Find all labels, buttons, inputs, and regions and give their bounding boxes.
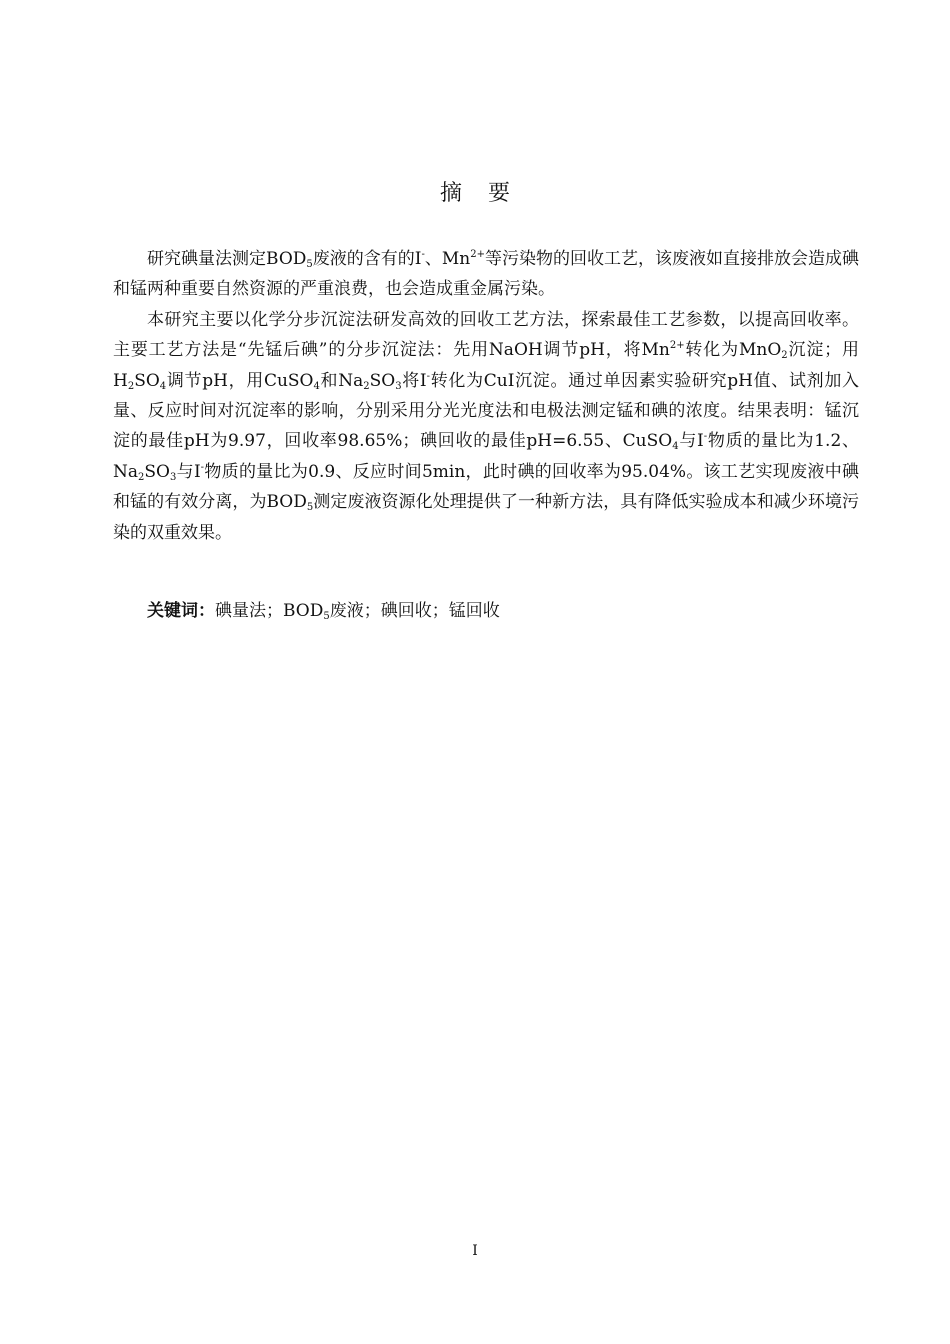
superscript: - [703,431,708,443]
superscript: - [200,461,205,473]
keywords-line [113,596,859,626]
subscript: 3 [395,380,402,392]
subscript: 4 [313,380,320,392]
subscript: 2 [138,471,145,483]
subscript: 4 [672,441,679,453]
superscript: - [426,370,431,382]
subscript: 2 [363,380,370,392]
keywords-text: 废液；碘回收；锰回收 [329,601,500,621]
abstract-paragraph-1 [113,244,859,305]
text-run: 废液的含有的I [312,249,422,269]
abstract-title: 摘要 [439,181,536,206]
text-run: 研究碘量法测定BOD [147,249,307,269]
text-run: SO [134,370,160,391]
text-run: 测定废液资源化处理提供了一种新方法，具有降低实验成本和减少环境污染的双重效果。 [113,492,860,543]
text-run: SO [369,370,396,391]
text-run: 、Mn [424,249,471,269]
keywords-text: 碘量法；BOD [215,601,324,621]
text-run: 物质的量比为0.9、反应时间5min，此时碘的回收率为95.04%。该工艺实现废液中碘和锰的有效分离，为BOD [113,461,859,513]
subscript: 2 [781,350,788,362]
text-run: 和Na [319,370,364,391]
subscript: 2 [127,380,135,392]
text-run: 沉淀；用H [113,340,860,391]
text-run: SO [144,461,170,482]
subscript: 3 [169,471,177,483]
text-run: 转化为MnO [684,340,782,361]
text-run: 本研究主要以化学分步沉淀法研发高效的回收工艺方法，探索最佳工艺参数，以提高回收率。主要工艺方法是“先锰后碘”的分步沉淀法：先用NaOH调节pH，将Mn [113,309,859,361]
text-run: 调节pH，用CuSO [166,370,314,391]
abstract-paragraph-2 [113,305,859,548]
text-run: 与I [176,461,201,482]
subscript: 5 [306,259,313,270]
keywords-label: 关键词： [147,601,215,621]
subscript: 5 [306,502,314,514]
superscript: 2+ [470,249,485,260]
superscript: 2+ [669,340,685,352]
page-number: I [472,1243,478,1259]
text-run: 等污染物的回收工艺，该废液如直接排放会造成碘和锰两种重要自然资源的严重浪费，也会造成重金属污染。 [113,249,860,300]
superscript: - [421,249,425,260]
text-run: 与I [678,431,704,452]
text-run: 转化为CuI沉淀。通过单因素实验研究pH值、试剂加入量、反应时间对沉淀率的影响，分别采用分光光度法和电极法测定锰和碘的浓度。结果表明：锰沉淀的最佳pH为9.97，回收率98.65%；碘回收的最佳pH=6.55、CuSO [113,370,859,452]
subscript: 5 [323,611,330,622]
text-run: 物质的量比为1.2、Na [113,431,859,482]
text-run: 将I [401,370,427,391]
subscript: 4 [159,380,167,392]
abstract-body [113,244,859,548]
